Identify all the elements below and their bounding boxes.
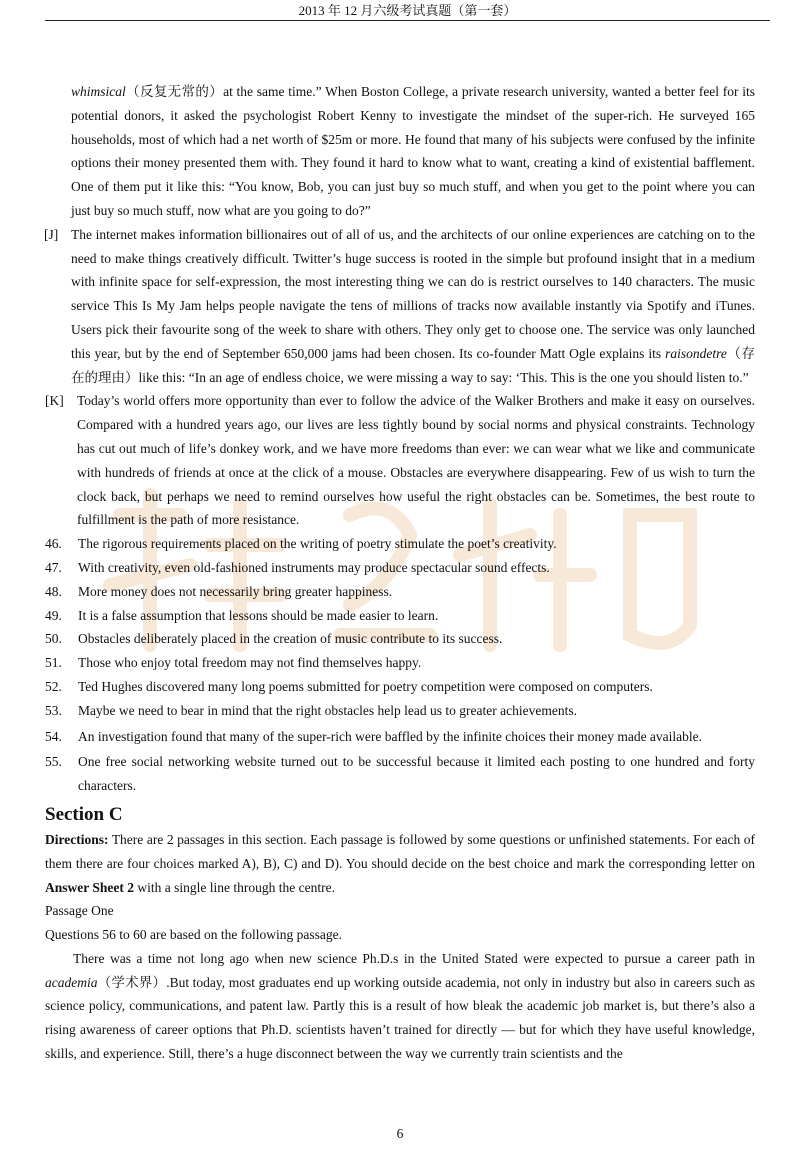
page-content <box>0 80 800 1066</box>
statement-number: 49. <box>45 607 62 623</box>
directions-text: There are 2 passages in this section. Each passage is followed by some questions or unfinished statements. For each of them there are four choices marked A), B), C) and D). You should decide on the best choice and mark the corresponding letter on <box>45 831 755 871</box>
statement-text: It is a false assumption that lessons should be made easier to learn. <box>78 607 439 623</box>
italic-term: whimsical <box>71 84 126 99</box>
statement-text: The rigorous requirements placed on the writing of poetry stimulate the poet’s creativity. <box>78 536 557 552</box>
paragraph-label: [K] <box>45 393 64 409</box>
paragraph-i-continued <box>71 80 755 223</box>
statement-text: Maybe we need to bear in mind that the right obstacles help lead us to greater achievements. <box>78 702 577 718</box>
statement-text: One free social networking website turned out to be successful because it limited each posting to one hundred and forty characters. <box>78 754 755 794</box>
statement-item <box>45 532 755 556</box>
statement-text: Ted Hughes discovered many long poems submitted for poetry competition were composed on computers. <box>78 678 653 694</box>
paragraph-text-end: like this: “In an age of endless choice, we were missing a way to say: ‘This. This is the one you should listen to.” <box>138 369 749 385</box>
questions-label: Questions 56 to 60 are based on the following passage. <box>45 927 342 943</box>
paragraph-k <box>45 389 755 532</box>
header-title: 2013 年 12 月六级考试真题（第一套） <box>298 3 517 18</box>
directions-label: Directions: <box>45 831 109 847</box>
statement-item <box>45 699 755 723</box>
paragraph-text: at the same time.” When Boston College, a private research university, wanted a better feel for its potential donors, it asked the psychologist Robert Kenny to investigate the mindset of the super-rich. He surveyed 165 households, most of which had a net worth of $25m or more. He found that many of his subjects were confused by the infinite options their money presented them with. They found it hard to know what to want, creating a kind of existential bafflement. One of them put it like this: “You know, Bob, you can just buy so much stuff, and when you get to the point where you can just buy so much stuff, now what are you going to do?” <box>71 84 756 218</box>
statement-item <box>45 604 755 628</box>
answer-sheet-label: Answer Sheet 2 <box>45 879 134 895</box>
page-footer <box>0 1126 800 1142</box>
statement-number: 52. <box>45 678 62 694</box>
paragraph-text: The internet makes information billionaires out of all of us, and the architects of our online experiences are catching on to the need to make things creatively difficult. Twitter’s huge success is rooted in the simple but profound insight that in a medium with infinite space for self-expression, the most interesting thing we can do is restrict ourselves to 140 characters. The music service This Is My Jam helps people navigate the tens of millions of tracks now available instantly via Spotify and iTunes. Users pick their favourite song of the week to share with others. They only get to choose one. The service was only launched this year, but by the end of September 650,000 jams had been chosen. Its co-founder Matt Ogle explains its <box>71 226 755 361</box>
directions-text-end: with a single line through the centre. <box>134 879 335 895</box>
chinese-gloss: （存在的理由） <box>71 345 755 385</box>
statement-item <box>45 675 755 699</box>
statement-text: Obstacles deliberately placed in the creation of music contribute to its success. <box>78 631 503 647</box>
statement-text: More money does not necessarily bring greater happiness. <box>78 583 393 599</box>
statement-item <box>45 651 755 675</box>
statement-item <box>45 556 755 580</box>
statement-number: 50. <box>45 631 62 647</box>
section-c-title: Section C <box>45 803 123 825</box>
statement-text: An investigation found that many of the super-rich were baffled by the infinite choices their money made available. <box>78 728 703 744</box>
paragraph-text: Today’s world offers more opportunity than ever to follow the advice of the Walker Brothers and make it easy on ourselves. Compared with a hundred years ago, our lives are less tightly bound by social norms and physical constraints. Technology has cut out much of life’s donkey work, and we have more freedoms than ever: we can wear what we like and communicate with hundreds of friends at once at the click of a mouse. Obstacles are everywhere disappearing. Few of us wish to turn the clock back, but perhaps we need to remind ourselves how useful the right obstacles can be. Sometimes, the best route to fulfillment is the path of more resistance. <box>77 393 755 528</box>
passage-text: There was a time not long ago when new science Ph.D.s in the United Stated were expected to pursue a career path in <box>73 950 755 966</box>
passage-text-end: .But today, most graduates end up working outside academia, not only in industry but also in careers such as science policy, communications, and patent law. Partly this is a result of how bleak the academic job market is, but there’s also a rising awareness of career options that Ph.D. scientists haven’t trained for directly — but for which they have useful knowledge, skills, and experience. Still, there’s a huge disconnect between the way we currently train scientists and the <box>45 974 755 1062</box>
statement-text: With creativity, even old-fashioned instruments may produce spectacular sound effects. <box>78 559 550 575</box>
paragraph-j <box>44 223 755 390</box>
passage-label: Passage One <box>45 903 114 919</box>
statement-item <box>45 580 755 604</box>
statement-list <box>0 532 800 798</box>
statement-number: 51. <box>45 655 62 671</box>
italic-term: academia <box>45 974 98 990</box>
passage-paragraph <box>45 947 755 1066</box>
statement-text: Those who enjoy total freedom may not find themselves happy. <box>78 655 422 671</box>
statement-item <box>45 750 755 798</box>
statement-item <box>45 627 755 651</box>
statement-number: 53. <box>45 702 62 718</box>
statement-item <box>45 725 755 749</box>
statement-number: 55. <box>45 754 62 770</box>
statement-number: 46. <box>45 536 62 552</box>
chinese-gloss: （反复无常的） <box>125 84 224 99</box>
chinese-gloss: （学术界） <box>97 974 167 990</box>
page-header <box>45 2 770 21</box>
page-number: 6 <box>396 1126 404 1141</box>
paragraph-label: [J] <box>44 226 59 242</box>
directions <box>45 828 755 899</box>
statement-number: 48. <box>45 583 62 599</box>
italic-term: raisondetre <box>665 345 727 361</box>
statement-number: 47. <box>45 559 62 575</box>
statement-number: 54. <box>45 728 62 744</box>
